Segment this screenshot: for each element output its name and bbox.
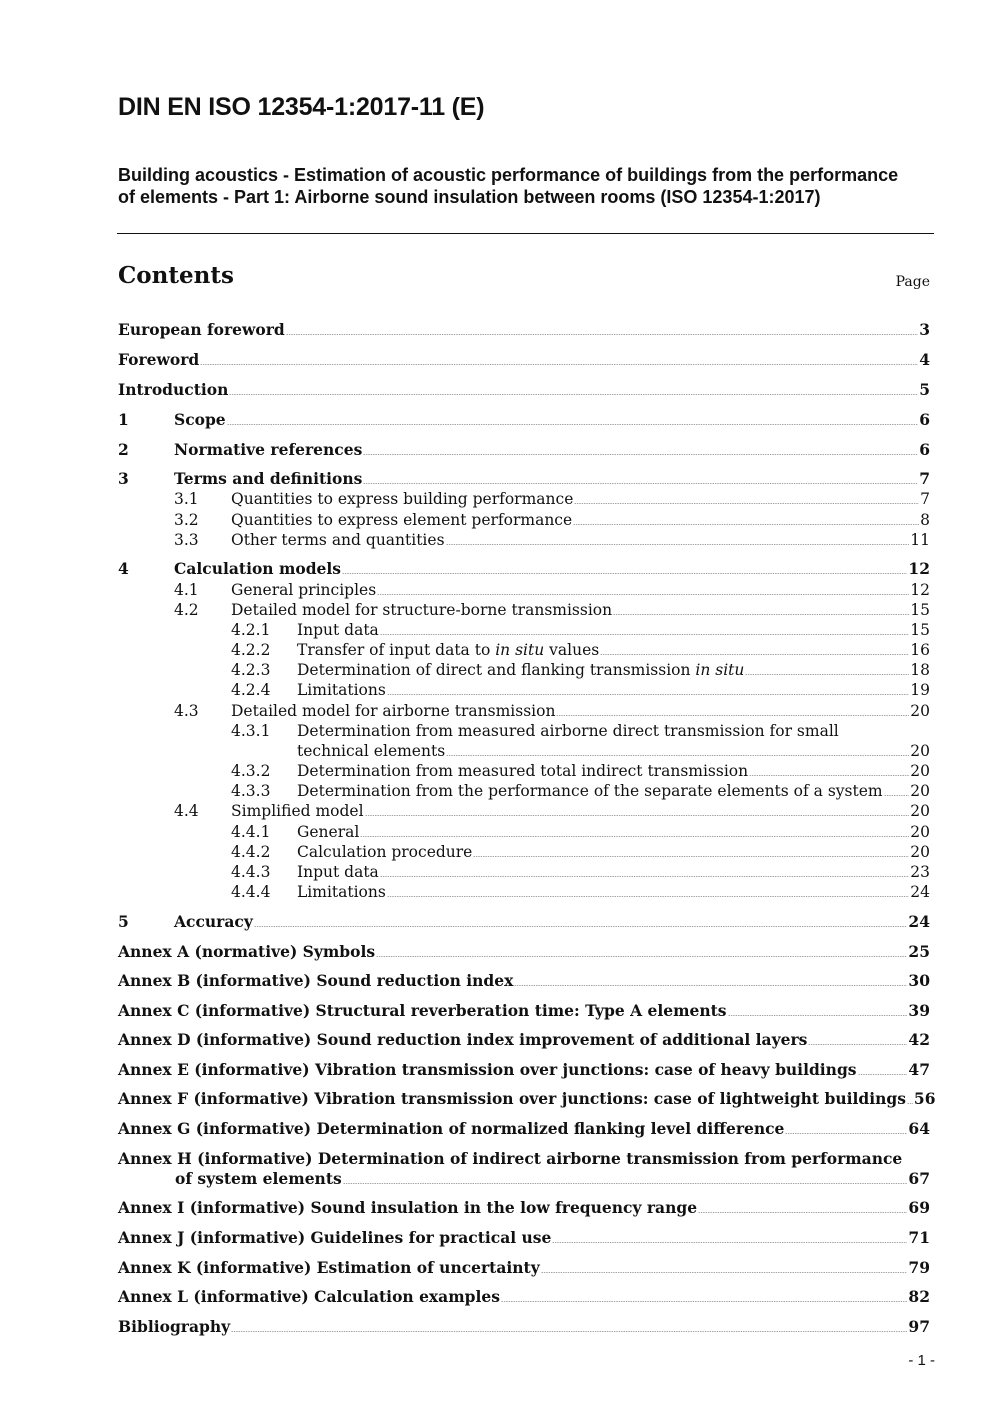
toc-entry-text-line2: technical elements [297,742,446,760]
footer-page-number: - 1 - [908,1352,935,1369]
dot-leader [227,424,919,425]
dot-leader [387,694,909,695]
toc-entry-text: Calculation procedure [297,843,473,861]
toc-entry-text: Determination of direct and flanking transmission in situ [297,661,745,679]
dot-leader [728,1015,908,1016]
dot-leader [785,1133,907,1134]
toc-section-number: 4.2 [174,601,199,619]
dot-leader [360,836,909,837]
toc-section-number: 4.3.2 [231,762,271,780]
toc-entry-text: European foreword [118,320,285,339]
toc-entry-text: Annex L (informative) Calculation examples [118,1287,500,1306]
toc-page-number: 8 [920,511,930,529]
toc-page-number: 30 [908,971,930,990]
toc-page-number: 25 [908,942,930,961]
toc-entry-text: Limitations [297,883,386,901]
toc-page-number: 6 [919,410,930,429]
toc-entry-text: Transfer of input data to in situ values [297,641,600,659]
dot-leader [343,1183,908,1184]
title-divider [117,233,934,234]
toc-page-number: 82 [908,1287,930,1306]
dot-leader [749,775,909,776]
toc-entry-text: Limitations [297,681,386,699]
toc-page-number: 71 [908,1228,930,1247]
dot-leader [745,674,909,675]
toc-page-number: 18 [910,661,930,679]
dot-leader [613,614,909,615]
dot-leader [552,1242,907,1243]
toc-page-number: 20 [910,762,930,780]
toc-section-number: 4.3.1 [231,722,271,740]
toc-entry-text: Accuracy [174,912,253,931]
toc-page-number: 15 [910,601,930,619]
toc-page-number: 15 [910,621,930,639]
toc-section-number: 4.3.3 [231,782,271,800]
toc-entry-text: Calculation models [174,559,342,578]
toc-page-number: 24 [910,883,930,901]
dot-leader [573,524,919,525]
toc-section-number: 1 [118,410,129,429]
toc-section-number: 3.2 [174,511,199,529]
dot-leader [365,815,910,816]
toc-entry-text: General [297,823,360,841]
toc-page-number: 20 [910,702,930,720]
dot-leader [342,573,907,574]
dot-leader [387,896,909,897]
toc-entry-text: Input data [297,621,379,639]
toc-entry-text: Terms and definitions [174,469,363,488]
toc-page-number: 97 [908,1317,930,1336]
toc-page-number: 4 [919,350,930,369]
toc-entry-text: Determination from the performance of the separate elements of a system [297,782,883,800]
dot-leader [514,985,907,986]
contents-heading: Contents [118,262,234,289]
toc-page-number: 11 [910,531,930,549]
toc-page-number: 69 [908,1198,930,1217]
dot-leader [808,1044,907,1045]
toc-entry-text: Annex A (normative) Symbols [118,942,376,961]
toc-entry-text: Scope [174,410,226,429]
toc-page-number: 79 [908,1258,930,1277]
toc-entry-text-line1: Determination from measured airborne direct transmission for small [297,722,839,740]
toc-section-number: 4.4.4 [231,883,271,901]
toc-entry-text: Quantities to express element performance [231,511,573,529]
toc-section-number: 3.3 [174,531,199,549]
toc-section-number: 4.2.3 [231,661,271,679]
dot-leader [363,454,918,455]
dot-leader [229,394,918,395]
toc-section-number: 5 [118,912,129,931]
dot-leader [884,795,910,796]
toc-page-number: 7 [920,490,930,508]
toc-entry-text: Determination from measured total indirect transmission [297,762,749,780]
toc-page-number: 39 [908,1001,930,1020]
dot-leader [574,503,919,504]
dot-leader [698,1212,907,1213]
toc-page-number: 42 [908,1030,930,1049]
toc-section-number: 3 [118,469,129,488]
toc-page-number: 12 [910,581,930,599]
document-subtitle: Building acoustics - Estimation of acoustic performance of buildings from the performance of elements - Part 1: Airborne sound insulation between rooms (ISO 12354-1:2017) [118,165,899,207]
toc-page-number: 67 [908,1169,930,1188]
toc-section-number: 2 [118,440,129,459]
toc-page-number: 20 [910,782,930,800]
toc-entry-text: General principles [231,581,377,599]
toc-entry-text: Foreword [118,350,200,369]
toc-entry-text: Annex F (informative) Vibration transmission over junctions: case of lightweight buildings [118,1089,906,1108]
dot-leader [377,594,909,595]
toc-page-number: 12 [908,559,930,578]
dot-leader [286,334,918,335]
dot-leader [446,544,910,545]
toc-entry-text: Annex J (informative) Guidelines for practical use [118,1228,552,1247]
toc-entry-text: Bibliography [118,1317,231,1336]
toc-section-number: 3.1 [174,490,199,508]
toc-page-number: 19 [910,681,930,699]
page-column-label: Page [895,274,930,290]
toc-entry-text: Introduction [118,380,229,399]
document-title: DIN EN ISO 12354-1:2017-11 (E) [118,93,485,121]
toc-page-number: 56 [913,1089,936,1108]
toc-section-number: 4.2.2 [231,641,271,659]
dot-leader [254,926,908,927]
toc-page-number: 5 [919,380,930,399]
toc-page-number: 6 [919,440,930,459]
toc-page-number: 20 [910,742,930,760]
toc-entry-text: Detailed model for airborne transmission [231,702,556,720]
toc-entry-text-line2: of system elements [175,1169,342,1188]
toc-page-number: 3 [919,320,930,339]
dot-leader [556,715,909,716]
toc-section-number: 4.3 [174,702,199,720]
dot-leader [446,755,909,756]
toc-entry-text: Annex C (informative) Structural reverberation time: Type A elements [118,1001,727,1020]
toc-entry-text: Other terms and quantities [231,531,445,549]
toc-page-number: 64 [908,1119,930,1138]
toc-page-number: 24 [908,912,930,931]
dot-leader [501,1301,907,1302]
dot-leader [858,1074,908,1075]
dot-leader [363,483,918,484]
toc-entry-text: Quantities to express building performance [231,490,574,508]
toc-section-number: 4.4.3 [231,863,271,881]
toc-page-number: 20 [910,843,930,861]
toc-entry-text-line1: Annex H (informative) Determination of indirect airborne transmission from performance [118,1149,903,1168]
toc-entry-text: Annex K (informative) Estimation of uncertainty [118,1258,540,1277]
toc-section-number: 4.4.2 [231,843,271,861]
dot-leader [541,1272,908,1273]
toc-section-number: 4.4 [174,802,199,820]
dot-leader [200,364,918,365]
toc-section-number: 4.1 [174,581,199,599]
dot-leader [376,956,907,957]
toc-entry-text: Normative references [174,440,363,459]
dot-leader [231,1331,907,1332]
toc-entry-text: Detailed model for structure-borne transmission [231,601,613,619]
toc-entry-text: Annex E (informative) Vibration transmission over junctions: case of heavy buildings [118,1060,857,1079]
toc-entry-text: Annex G (informative) Determination of normalized flanking level difference [118,1119,785,1138]
toc-entry-text: Annex D (informative) Sound reduction index improvement of additional layers [118,1030,808,1049]
toc-page-number: 7 [919,469,930,488]
dot-leader [380,876,909,877]
dot-leader [380,634,909,635]
dot-leader [907,1103,913,1104]
toc-page-number: 20 [910,823,930,841]
toc-entry-text: Annex B (informative) Sound reduction index [118,971,514,990]
dot-leader [600,654,909,655]
toc-page-number: 23 [910,863,930,881]
toc-section-number: 4.2.4 [231,681,271,699]
toc-page-number: 16 [910,641,930,659]
toc-section-number: 4 [118,559,129,578]
dot-leader [473,856,909,857]
toc-section-number: 4.2.1 [231,621,271,639]
toc-entry-text: Annex I (informative) Sound insulation in the low frequency range [118,1198,698,1217]
toc-page-number: 20 [910,802,930,820]
toc-page-number: 47 [908,1060,930,1079]
toc-entry-text: Input data [297,863,379,881]
toc-entry-text: Simplified model [231,802,364,820]
toc-section-number: 4.4.1 [231,823,271,841]
